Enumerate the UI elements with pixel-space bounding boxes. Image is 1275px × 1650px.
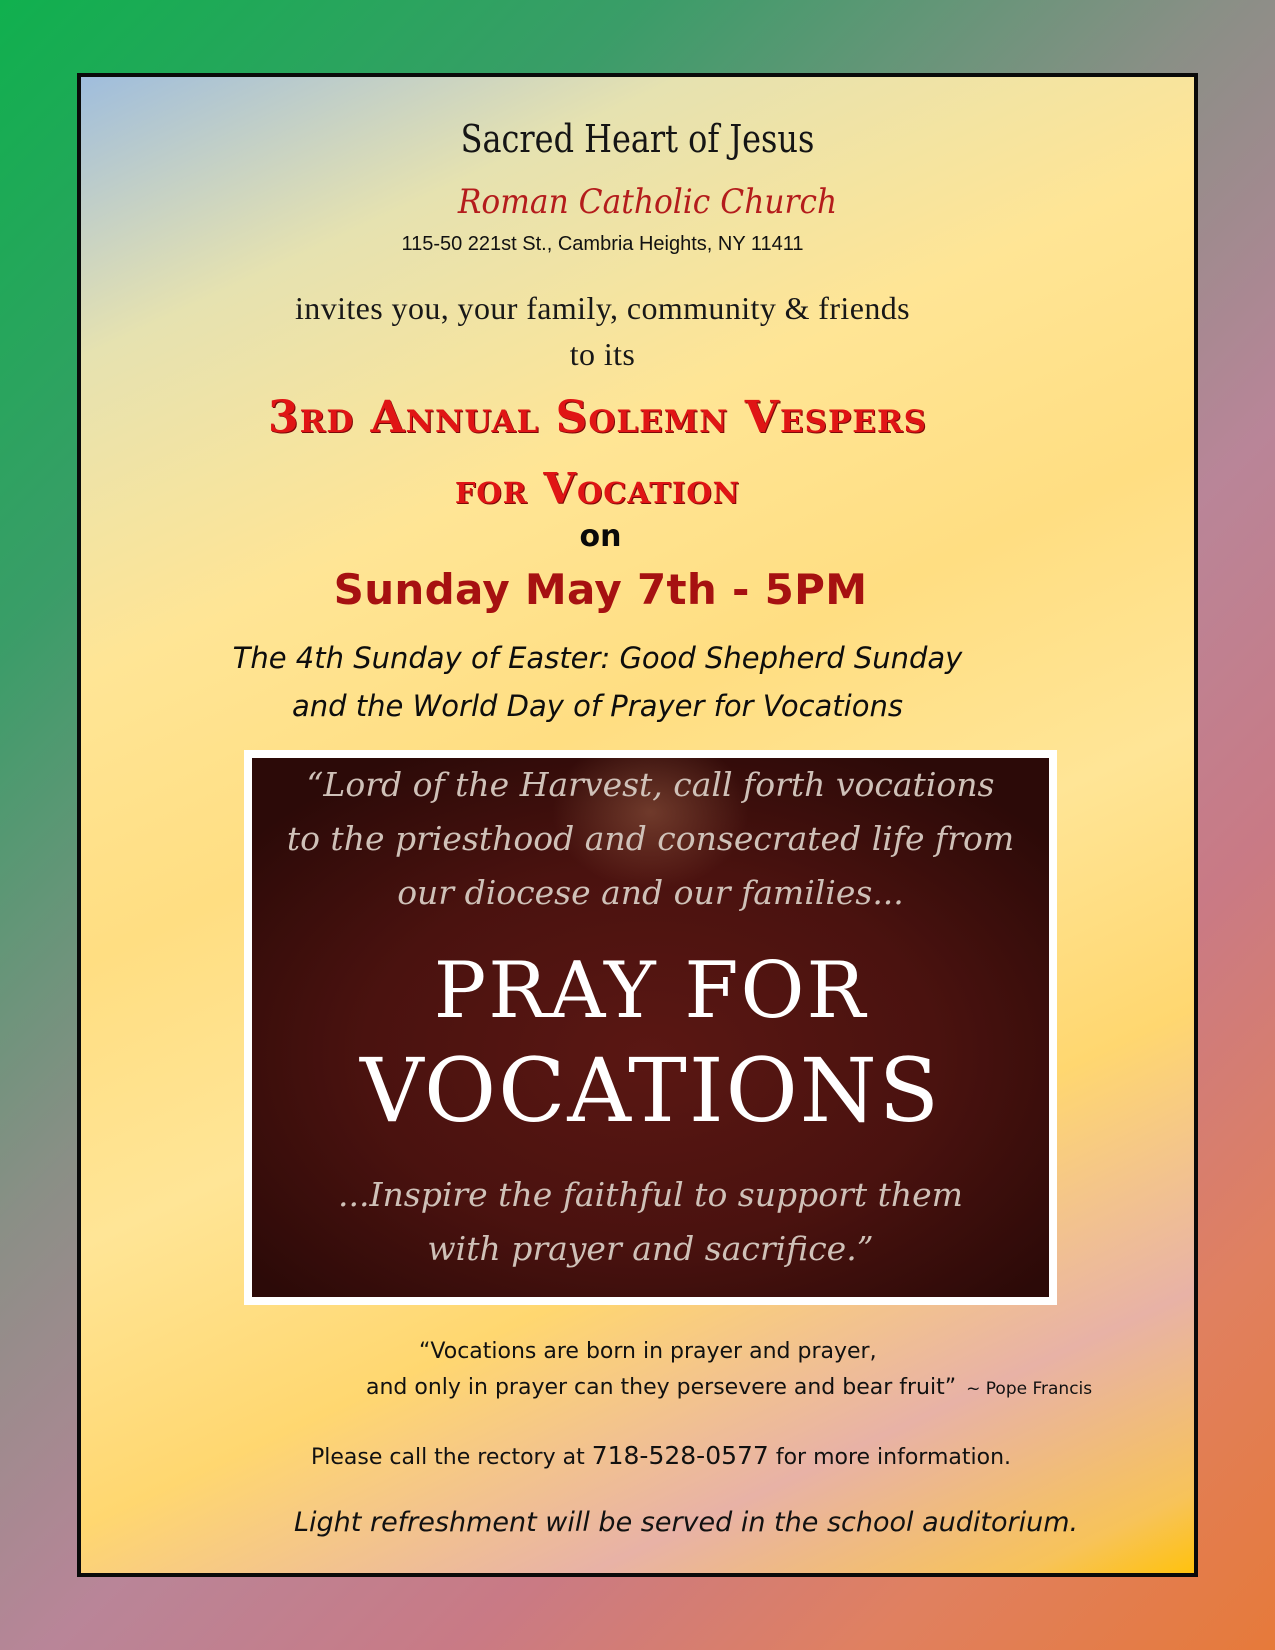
pray-for-vocations-image bbox=[244, 750, 1057, 1305]
invitation-text bbox=[46, 285, 1159, 377]
church-name: Sacred Heart of Jesus bbox=[460, 117, 815, 161]
image-quote-bottom bbox=[252, 1168, 1049, 1276]
pope-quote-line-1: “Vocations are born in prayer and prayer, bbox=[419, 1339, 877, 1364]
image-quote-bottom-line: with prayer and sacrifice.” bbox=[427, 1229, 874, 1268]
occasion-line-2: and the World Day of Prayer for Vocations bbox=[292, 689, 903, 723]
image-quote-top bbox=[252, 758, 1049, 920]
occasion-line-1: The 4th Sunday of Easter: Good Shepherd Sunday bbox=[232, 641, 963, 675]
flyer-frame bbox=[77, 73, 1198, 1577]
image-quote-top-line: “Lord of the Harvest, call forth vocations bbox=[306, 765, 995, 804]
rectory-phone-number: 718-528-0577 bbox=[591, 1441, 769, 1470]
contact-text-before: Please call the rectory at bbox=[311, 1445, 592, 1470]
church-address: 115-50 221st St., Cambria Heights, NY 11411 bbox=[401, 233, 804, 255]
pope-quote-text: and only in prayer can they persevere and bear fruit” bbox=[366, 1375, 957, 1400]
event-title-line-2: for Vocation bbox=[454, 464, 741, 513]
image-headline-line-1: PRAY FOR bbox=[433, 946, 868, 1036]
refreshments-note: Light refreshment will be served in the school auditorium. bbox=[294, 1507, 1079, 1538]
image-quote-bottom-line: ...Inspire the faithful to support them bbox=[338, 1175, 963, 1214]
image-quote-top-line: to the priesthood and consecrated life from bbox=[286, 819, 1015, 858]
image-headline-line-2: VOCATIONS bbox=[359, 1039, 942, 1142]
event-title-line-1: 3rd Annual Solemn Vespers bbox=[267, 392, 928, 443]
church-denomination: Roman Catholic Church bbox=[457, 182, 838, 222]
event-occasion bbox=[41, 634, 1154, 730]
event-on-label: on bbox=[579, 519, 622, 554]
invitation-line-1: invites you, your family, community & friends bbox=[295, 290, 910, 326]
pope-quote-line-2 bbox=[366, 1375, 1092, 1400]
image-card bbox=[252, 758, 1049, 1297]
contact-info bbox=[311, 1441, 1011, 1470]
event-date: Sunday May 7th - 5PM bbox=[333, 565, 868, 614]
image-quote-top-line: our diocese and our families... bbox=[397, 873, 904, 912]
contact-text-after: for more information. bbox=[768, 1445, 1012, 1470]
invitation-line-2: to its bbox=[569, 336, 636, 372]
image-headline bbox=[252, 943, 1049, 1143]
pope-quote-attribution: ~ Pope Francis bbox=[966, 1379, 1093, 1399]
